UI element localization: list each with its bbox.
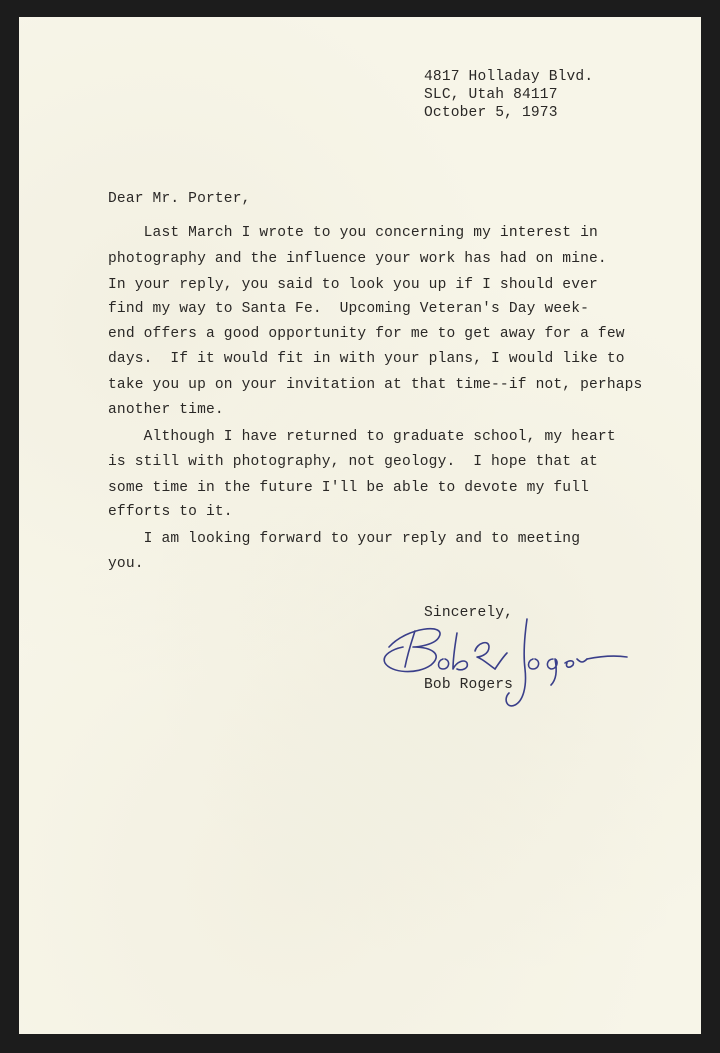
body-line: Although I have returned to graduate school, my heart	[108, 429, 616, 445]
body-line: is still with photography, not geology. I hope that at	[108, 454, 598, 470]
body-line: In your reply, you said to look you up if I should ever	[108, 277, 598, 293]
body-line: find my way to Santa Fe. Upcoming Veteran's Day week-	[108, 301, 590, 317]
body-line: days. If it would fit in with your plans, I would like to	[108, 351, 625, 367]
body-line: end offers a good opportunity for me to get away for a few	[108, 326, 625, 342]
body-line: take you up on your invitation at that time--if not, perhaps	[108, 377, 643, 393]
letter-page	[19, 17, 701, 1034]
body-line: another time.	[108, 402, 224, 418]
body-line: photography and the influence your work has had on mine.	[108, 251, 607, 267]
typed-name: Bob Rogers	[424, 677, 514, 693]
salutation: Dear Mr. Porter,	[108, 191, 251, 207]
body-line: some time in the future I'll be able to devote my full	[108, 480, 590, 496]
return-address-city: SLC, Utah 84117	[424, 87, 558, 103]
body-line: efforts to it.	[108, 504, 233, 520]
body-line: I am looking forward to your reply and to meeting	[108, 531, 581, 547]
letter-date: October 5, 1973	[424, 105, 558, 121]
handwritten-signature	[377, 613, 632, 713]
body-line: Last March I wrote to you concerning my interest in	[108, 225, 598, 241]
closing: Sincerely,	[424, 605, 514, 621]
body-line: you.	[108, 556, 144, 572]
return-address-street: 4817 Holladay Blvd.	[424, 69, 594, 85]
